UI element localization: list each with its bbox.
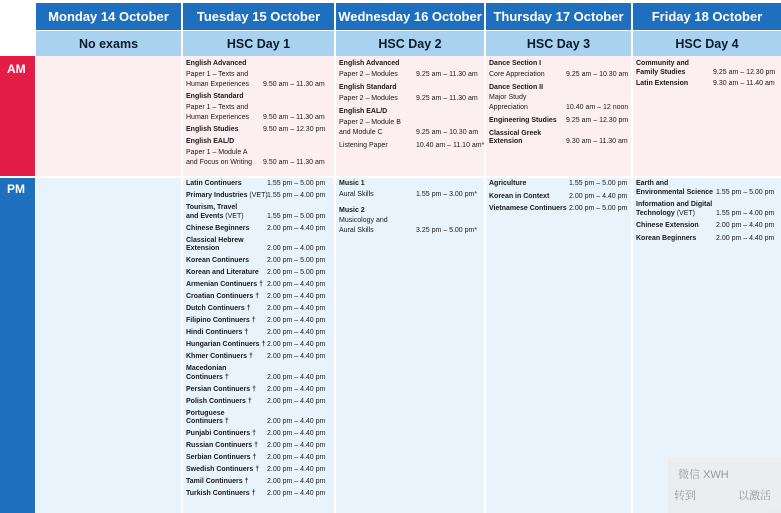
exam-subject: Hungarian Continuers † — [186, 341, 266, 348]
exam-time: 1.55 pm – 4.00 pm — [267, 192, 326, 199]
day-header-tuesday: Tuesday 15 October — [183, 3, 334, 30]
watermark-line-1: 微信 XWH — [678, 469, 729, 481]
exam-subject: Chinese Beginners — [186, 224, 250, 232]
exam-time: 2.00 pm – 4.40 pm — [267, 454, 326, 461]
subheader-monday: No exams — [36, 31, 181, 56]
exam-paper-detail: Aural Skills — [339, 190, 374, 198]
exam-subject: Croatian Continuers † — [186, 293, 260, 300]
exam-paper-detail: Listening Paper — [339, 141, 388, 149]
exam-subject: Polish Continuers † — [186, 397, 252, 405]
exam-paper-detail: Paper 1 – Module A — [186, 148, 248, 156]
exam-subject: Swedish Continuers † — [186, 466, 260, 473]
exam-subject: Korean in Context — [489, 192, 550, 200]
exam-time: 2.00 pm – 4.40 pm — [267, 293, 326, 300]
exam-time: 2.00 pm – 4.40 pm — [267, 478, 326, 485]
exam-time: 9.50 am – 11.30 am — [263, 158, 325, 166]
exam-time: 2.00 pm – 4.40 pm — [267, 385, 326, 393]
exam-subject-cont: Technology (VET) — [636, 209, 695, 217]
exam-subject: Information and Digital — [636, 201, 713, 208]
exam-paper-detail: Paper 2 – Modules — [339, 70, 398, 78]
am-cell-monday — [36, 56, 181, 176]
exam-time: 9.25 am – 10.30 am — [566, 70, 629, 78]
exam-subject: English Advanced — [339, 60, 400, 67]
exam-subject: Community and — [636, 60, 689, 67]
exam-time: 1.55 pm – 3.00 pm* — [416, 190, 478, 198]
exam-time: 2.00 pm – 4.40 pm — [267, 430, 326, 437]
exam-time: 10.40 am – 12 noon — [566, 104, 629, 111]
vet-suffix: (VET) — [247, 192, 268, 199]
exam-subject: English Standard — [339, 84, 397, 91]
exam-subject: Music 1 — [339, 180, 365, 187]
exam-subject: Macedonian — [186, 365, 227, 372]
exam-subject: Khmer Continuers † — [186, 353, 253, 360]
exam-time: 2.00 pm – 4.40 pm — [267, 466, 326, 473]
exam-subject: Classical Greek — [489, 129, 542, 137]
exam-subject: Turkish Continuers † — [186, 490, 256, 497]
exam-subject: Portuguese — [186, 409, 225, 417]
pm-session-label: PM — [0, 178, 35, 513]
exam-time: 2.00 pm – 4.40 pm — [267, 442, 326, 449]
day-header-monday: Monday 14 October — [36, 3, 181, 30]
exam-paper-detail: Aural Skills — [339, 227, 374, 234]
exam-subject: Chinese Extension — [636, 222, 699, 229]
exam-subject: Dance Section I — [489, 60, 542, 67]
exam-subject: English Advanced — [186, 60, 247, 67]
exam-subject: Tourism, Travel — [186, 204, 238, 211]
pm-cell-thursday — [486, 178, 631, 513]
exam-time: 2.00 pm – 5.00 pm — [267, 257, 326, 264]
exam-subject-cont: Family Studies — [636, 68, 686, 76]
exam-subject: Armenian Continuers † — [186, 281, 264, 288]
exam-time: 9.25 am – 12.30 pm — [713, 68, 776, 76]
exam-time: 9.30 am – 11.30 am — [566, 138, 628, 145]
exam-time: 2.00 pm – 4.00 pm — [267, 245, 326, 252]
exam-paper-detail: Paper 2 – Module B — [339, 118, 401, 126]
exam-subject: Dance Section II — [489, 83, 544, 91]
exam-paper-detail: Human Experiences — [186, 113, 250, 121]
exam-subject: English Studies — [186, 126, 239, 133]
exam-time: 2.00 pm – 4.40 pm — [569, 192, 628, 200]
exam-time: 2.00 pm – 4.40 pm — [267, 373, 326, 381]
exam-time: 2.00 pm – 5.00 pm — [569, 205, 628, 212]
exam-time: 2.00 pm – 4.40 pm — [267, 281, 326, 288]
exam-subject: Korean and Literature — [186, 269, 259, 276]
exam-paper-detail: Major Study — [489, 94, 527, 101]
exam-subject: English EAL/D — [186, 138, 235, 145]
exam-subject: Korean Beginners — [636, 234, 697, 242]
day-header-friday: Friday 18 October — [633, 3, 781, 30]
exam-time: 2.00 pm – 5.00 pm — [267, 269, 326, 276]
pm-cell-monday — [36, 178, 181, 513]
exam-subject: Latin Continuers — [186, 180, 242, 187]
exam-subject: Filipino Continuers † — [186, 317, 256, 324]
exam-paper-detail: and Module C — [339, 128, 383, 136]
exam-time: 9.50 am – 11.30 am — [263, 113, 325, 121]
exam-time: 2.00 pm – 4.40 pm — [267, 329, 326, 336]
exam-time: 9.30 am – 11.40 am — [713, 80, 775, 87]
exam-time: 2.00 pm – 4.40 pm — [267, 353, 326, 360]
exam-paper-detail: Human Experiences — [186, 80, 250, 88]
exam-paper-detail: Paper 2 – Modules — [339, 94, 398, 102]
exam-time: 2.00 pm – 4.40 pm — [267, 418, 326, 425]
exam-subject: Punjabi Continuers † — [186, 430, 257, 437]
watermark-line-2: 转到 — [674, 490, 696, 502]
exam-subject: Dutch Continuers † — [186, 305, 251, 312]
exam-time: 2.00 pm – 4.40 pm — [716, 234, 775, 242]
exam-subject: Latin Extension — [636, 80, 689, 87]
watermark-line-3: 以激活 — [738, 490, 771, 502]
exam-time: 2.00 pm – 4.40 pm — [267, 397, 326, 405]
exam-time: 3.25 pm – 5.00 pm* — [416, 227, 478, 234]
exam-time: 2.00 pm – 4.40 pm — [267, 224, 326, 232]
exam-paper-detail: Paper 1 – Texts and — [186, 103, 249, 111]
exam-subject: Music 2 — [339, 206, 365, 214]
exam-time: 9.25 am – 12.30 pm — [566, 117, 629, 124]
exam-time: 9.25 am – 11.30 am — [416, 94, 478, 102]
exam-time: 2.00 pm – 4.40 pm — [267, 305, 326, 312]
exam-subject: English Standard — [186, 93, 244, 100]
exam-subject: Agriculture — [489, 180, 527, 187]
exam-subject: Engineering Studies — [489, 117, 557, 124]
exam-subject: Serbian Continuers † — [186, 454, 257, 461]
vet-suffix: (VET) — [223, 212, 244, 220]
exam-subject: Hindi Continuers † — [186, 329, 249, 336]
exam-time: 10.40 am – 11.10 am* — [416, 141, 485, 149]
exam-subject-cont: Extension — [186, 245, 220, 252]
exam-subject: Vietnamese Continuers — [489, 205, 567, 212]
exam-time: 9.50 am – 11.30 am — [263, 80, 325, 88]
day-header-thursday: Thursday 17 October — [486, 3, 631, 30]
exam-subject-cont: Environmental Science — [636, 188, 714, 196]
exam-subject: Korean Continuers — [186, 257, 250, 264]
exam-paper-detail: and Focus on Writing — [186, 158, 253, 166]
exam-subject: Earth and — [636, 180, 669, 187]
exam-time: 2.00 pm – 4.40 pm — [267, 490, 326, 497]
exam-subject-cont: Continuers † — [186, 418, 229, 425]
exam-time: 1.55 pm – 4.00 pm — [716, 209, 775, 217]
exam-time: 1.55 pm – 5.00 pm — [267, 212, 326, 220]
exam-paper-detail: Musicology and — [339, 217, 388, 224]
exam-subject: Russian Continuers † — [186, 442, 258, 449]
exam-subject: Tamil Continuers † — [186, 478, 249, 485]
exam-subject: English EAL/D — [339, 108, 388, 115]
exam-time: 9.25 am – 10.30 am — [416, 128, 479, 136]
exam-paper-detail: Appreciation — [489, 104, 528, 111]
exam-time: 9.25 am – 11.30 am — [416, 70, 478, 78]
exam-time: 2.00 pm – 4.40 pm — [716, 222, 775, 229]
watermark-overlay — [668, 458, 781, 513]
subheader-friday: HSC Day 4 — [633, 31, 781, 56]
exam-time: 9.50 am – 12.30 pm — [263, 126, 326, 133]
am-session-label: AM — [0, 56, 35, 176]
exam-time: 1.55 pm – 5.00 pm — [569, 180, 628, 187]
subheader-wednesday: HSC Day 2 — [336, 31, 484, 56]
vet-suffix: (VET) — [674, 209, 695, 217]
subheader-tuesday: HSC Day 1 — [183, 31, 334, 56]
exam-subject: Primary Industries (VET) — [186, 192, 268, 199]
exam-time: 1.55 pm – 5.00 pm — [716, 188, 775, 196]
exam-subject-cont: Continuers † — [186, 373, 229, 381]
exam-subject-cont: and Events (VET) — [186, 212, 244, 220]
exam-time: 2.00 pm – 4.40 pm — [267, 341, 326, 348]
exam-time: 1.55 pm – 5.00 pm — [267, 180, 326, 187]
exam-subject: Classical Hebrew — [186, 236, 244, 244]
exam-subject: Persian Continuers † — [186, 385, 257, 393]
exam-time: 2.00 pm – 4.40 pm — [267, 317, 326, 324]
exam-paper-detail: Paper 1 – Texts and — [186, 70, 249, 78]
day-header-wednesday: Wednesday 16 October — [336, 3, 484, 30]
exam-subject-cont: Extension — [489, 138, 523, 145]
exam-paper-detail: Core Appreciation — [489, 70, 545, 78]
subheader-thursday: HSC Day 3 — [486, 31, 631, 56]
